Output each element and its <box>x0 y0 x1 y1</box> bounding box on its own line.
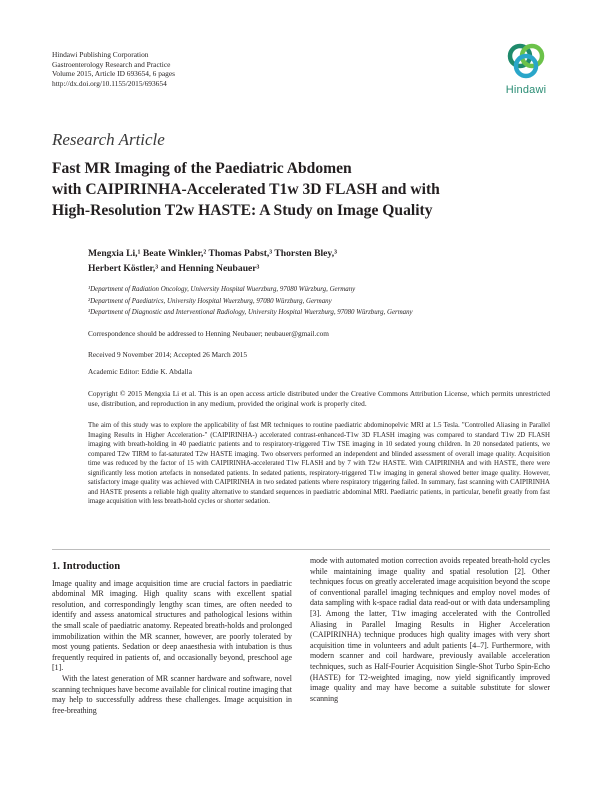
section-divider <box>52 549 550 550</box>
copyright-notice: Copyright © 2015 Mengxia Li et al. This is an open access article distributed under the Creative Commons Attribution License, which permits unrestricted use, distribution, and reproduction in any medium, provided the original work is properly cited. <box>88 389 550 408</box>
publication-info <box>52 50 175 88</box>
left-column <box>52 556 292 716</box>
hindawi-logo-icon <box>505 40 547 82</box>
title-line: with CAIPIRINHA-Accelerated T1w 3D FLASH and with <box>52 181 440 198</box>
logo-wordmark: Hindawi <box>505 84 547 96</box>
correspondence: Correspondence should be addressed to Henning Neubauer; neubauer@gmail.com <box>88 329 329 338</box>
title-line: Fast MR Imaging of the Paediatric Abdomen <box>52 160 352 177</box>
affiliation: ¹Department of Radiation Oncology, University Hospital Wuerzburg, 97080 Würzburg, Germany <box>88 286 356 293</box>
author-list <box>88 246 337 276</box>
author-line: Mengxia Li,¹ Beate Winkler,² Thomas Pabst,³ Thorsten Bley,³ <box>88 248 337 259</box>
affiliation: ³Department of Diagnostic and Interventional Radiology, University Hospital Wuerzburg, 97080 Würzburg, Germany <box>88 309 413 317</box>
paragraph: Image quality and image acquisition time are crucial factors in paediatric abdominal MR imaging. High quality scans with excellent spatial resolution, and correspondingly lengthy scan times, are often needed to identify and assess anatomical structures and pathological lesions within the small scale of paediatric anatomy. Repeated breath-holds and prolonged immobilization within the MR scanner, however, are poorly tolerated by most young patients. Sedation or deep anaesthesia with intubation is thus frequently required in patients of, and occasionally beyond, preschool age [1]. <box>52 578 292 673</box>
doi-link[interactable]: http://dx.doi.org/10.1155/2015/693654 <box>52 78 167 88</box>
paragraph: With the latest generation of MR scanner hardware and software, novel scanning techniques have become available for clinical routine imaging that may help to successfully address these challenges. Image acquisition in free-breathing <box>52 673 292 715</box>
affiliations <box>88 284 413 319</box>
title-line: High-Resolution T2w HASTE: A Study on Image Quality <box>52 202 433 219</box>
journal-name: Gastroenterology Research and Practice <box>52 59 171 69</box>
paragraph: mode with automated motion correction avoids repeated breath-hold cycles while maintaining image quality and spatial resolution [2]. Other techniques focus on greatly accelerated image acquisition beyond the scope of conventional parallel imaging techniques and employ novel modes of data sampling with k-space radial data read-out or with data undersampling [3]. Among the latter, T1w imaging accelerated with the Controlled Aliasing in Parallel Imaging Results in Higher Acceleration (CAIPIRINHA) technique produces high quality images with very short acquisition time in volunteers and adult patients [4–7]. Furthermore, with modern scanner and coil hardware, previously available acceleration techniques, such as Half-Fourier Acquisition Single-Shot Turbo Spin-Echo (HASTE) for T2-weighted imaging, now yield significantly improved image quality and may have become a suitable substitute for slower scanning <box>310 556 550 703</box>
academic-editor: Academic Editor: Eddie K. Abdalla <box>88 367 192 376</box>
author-line: Herbert Köstler,³ and Henning Neubauer³ <box>88 263 260 274</box>
article-type: Research Article <box>52 130 165 149</box>
hindawi-logo <box>496 40 556 104</box>
volume-info: Volume 2015, Article ID 693654, 6 pages <box>52 69 176 79</box>
right-column <box>310 556 550 704</box>
received-dates: Received 9 November 2014; Accepted 26 March 2015 <box>88 350 248 359</box>
publisher-name: Hindawi Publishing Corporation <box>52 50 149 59</box>
paper-title <box>52 158 572 221</box>
affiliation: ²Department of Paediatrics, University Hospital Wuerzburg, 97080 Würzburg, Germany <box>88 297 332 305</box>
abstract: The aim of this study was to explore the applicability of fast MR techniques to routine paediatric abdominopelvic MRI at 1.5 Tesla. "Controlled Aliasing in Parallel Imaging Results in Higher Acceleration-" (CAIPIRINHA-) accelerated contrast-enhanced-T1w 3D FLASH imaging was compared to standard T1w 2D FLASH imaging with breath-holding in 40 paediatric patients and to respiratory-triggered T1w TSE imaging in 10 sedated young children. In 20 nonsedated patients, we compared T2w TIRM to fat-saturated T2w HASTE imaging. Two observers performed an independent and blinded assessment of overall image quality. Acquisition time was reduced by the factor of 15 with CAIPIRINHA-accelerated T1w FLASH and by 7 with T2w HASTE. With CAIPIRINHA and with HASTE, there were significantly less motion artefacts in nonsedated patients. In sedated patients, respiratory-triggered T1w imaging in general showed better image quality. However, satisfactory image quality was achieved with CAIPIRINHA in two sedated patients where respiratory triggering failed. In summary, fast scanning with CAIPIRINHA and HASTE presents a reliable high quality alternative to standard sequences in paediatric abdominal MRI. Paediatric patients, in particular, benefit greatly from fast image acquisition with less breath-hold cycles or shorter sedation. <box>88 422 550 506</box>
section-heading: 1. Introduction <box>52 561 121 572</box>
